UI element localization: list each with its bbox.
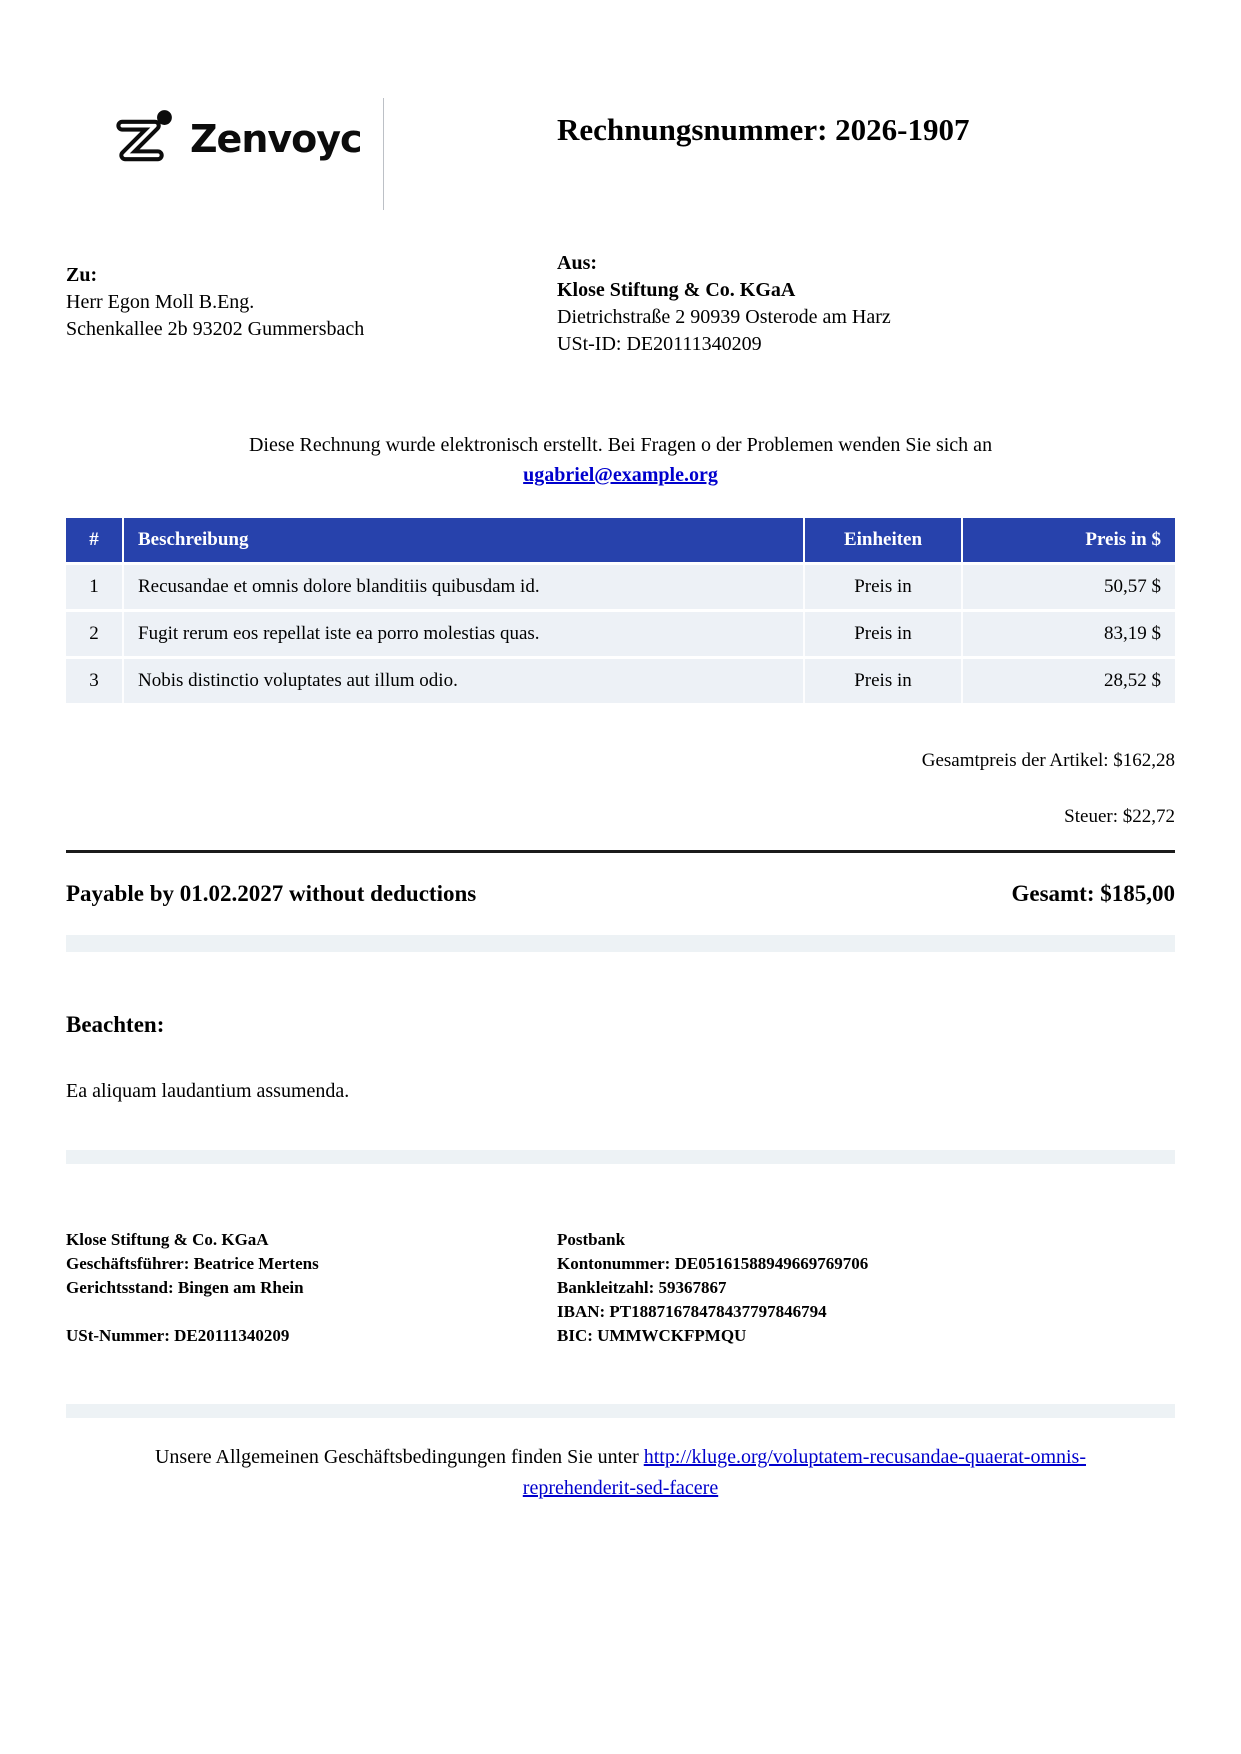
terms-text: Unsere Allgemeinen Geschäftsbedingungen finden Sie unter [154,1446,644,1468]
brand-logo [106,102,362,176]
item-price: 50,57 $ [961,565,1175,609]
column-header-price: Preis in $ [961,518,1175,562]
terms-section [66,1442,1175,1504]
recipient-name: Herr Egon Moll B.Eng. [66,291,255,313]
table-row [66,565,1175,609]
item-description: Fugit rerum eos repellat iste ea porro molestias quas. [122,612,803,656]
brand-wordmark: Zenvoyc [190,117,362,161]
footer-section [66,1228,1175,1348]
note-body: Ea aliquam laudantium assumenda. [66,1080,350,1102]
footer-bank-bic: BIC: UMMWCKFPMQU [557,1326,747,1345]
table-header-row [66,518,1175,562]
invoice-number-title: Rechnungsnummer: 2026-1907 [557,112,970,147]
footer-company-block [66,1228,557,1348]
payable-row [66,879,1175,909]
notice-text: Diese Rechnung wurde elektronisch erstellt. Bei Fragen o der Problemen wenden Sie sich an [248,434,993,456]
item-units: Preis in [803,612,961,656]
parties-section [66,250,1175,358]
item-description: Recusandae et omnis dolore blanditiis quibusdam id. [122,565,803,609]
footer-company-vat: USt-Nummer: DE20111340209 [66,1326,290,1345]
sender-address: Dietrichstraße 2 90939 Osterode am Harz [557,306,891,328]
contact-email-link[interactable]: ugabriel@example.org [523,464,718,486]
item-price: 28,52 $ [961,659,1175,703]
footer-bank-account: Kontonummer: DE05161588949669769706 [557,1254,869,1273]
footer-company-manager: Geschäftsführer: Beatrice Mertens [66,1254,319,1273]
electronic-notice [66,430,1175,490]
table-row [66,612,1175,656]
table-row [66,659,1175,703]
grand-total-text: Gesamt: $185,00 [1011,881,1175,906]
item-price: 83,19 $ [961,612,1175,656]
totals-divider [66,850,1175,853]
item-number: 1 [66,565,122,609]
payable-text: Payable by 01.02.2027 without deductions [66,881,477,906]
footer-company-jurisdiction: Gerichtsstand: Bingen am Rhein [66,1278,304,1297]
column-header-description: Beschreibung [122,518,803,562]
items-table [66,515,1175,706]
note-heading: Beachten: [66,1012,165,1037]
z-mark-icon [106,102,180,176]
footer-spacer [66,1300,557,1324]
item-units: Preis in [803,565,961,609]
column-header-units: Einheiten [803,518,961,562]
footer-company-name: Klose Stiftung & Co. KGaA [66,1230,269,1249]
sender-label: Aus: [557,252,598,274]
header [66,0,1175,210]
item-units: Preis in [803,659,961,703]
column-header-num: # [66,518,122,562]
footer-bank-iban: IBAN: PT18871678478437797846794 [557,1302,827,1321]
terms-link[interactable]: http://kluge.org/voluptatem-recusandae-quaerat-omnis-reprehenderit-sed-facere [522,1446,1086,1499]
sender-block [557,250,1175,358]
item-description: Nobis distinctio voluptates aut illum odio. [122,659,803,703]
header-divider [383,98,384,210]
sender-name: Klose Stiftung & Co. KGaA [557,279,796,301]
tax-text: Steuer: $22,72 [1064,806,1175,827]
separator-band [66,935,1175,952]
subtotal-text: Gesamtpreis der Artikel: $162,28 [921,750,1175,771]
footer-bank-name: Postbank [557,1230,626,1249]
separator-band [66,1150,1175,1164]
footer-bank-block [557,1228,1175,1348]
recipient-address: Schenkallee 2b 93202 Gummersbach [66,318,365,340]
item-number: 3 [66,659,122,703]
separator-band [66,1404,1175,1418]
recipient-label: Zu: [66,264,98,286]
sender-vat-id: USt-ID: DE20111340209 [557,333,762,355]
item-number: 2 [66,612,122,656]
recipient-block [66,250,557,358]
footer-bank-code: Bankleitzahl: 59367867 [557,1278,727,1297]
